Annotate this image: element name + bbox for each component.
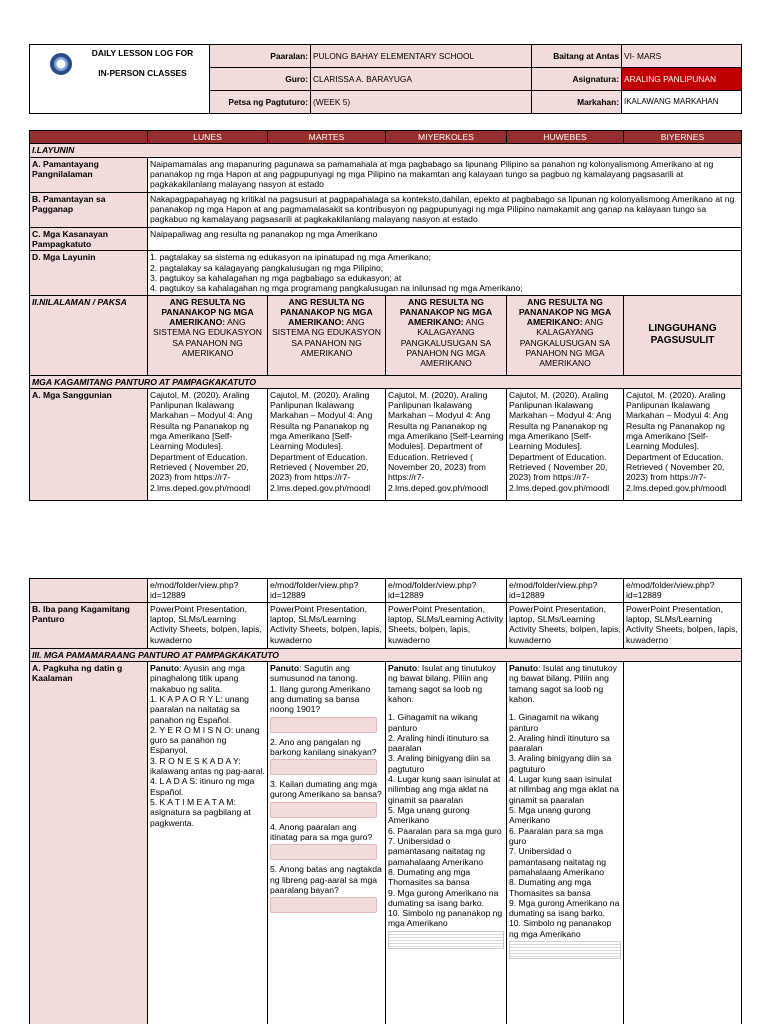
list-item: 10. Simbolo ng pananakop ng mga Amerikano [388, 908, 503, 929]
sanggunian-cont-biyernes: e/mod/folder/view.php?id=12889 [624, 579, 742, 603]
list-item: 1. K A P A O R Y L: unang paaralan na naitatag sa panahon ng Español. [150, 693, 249, 725]
lesson-table-page1 [29, 130, 742, 501]
nilalaman-martes: ANG RESULTA NG PANANAKOP NG MGA AMERIKANO: ANG SISTEMA NG EDUKASYON SA PANAHON NG AMERIKANO [268, 295, 386, 375]
list-item: 2. Ano ang pangalan ng barkong kanilang sinakyan? [270, 736, 377, 757]
day-header-martes: MARTES [268, 131, 386, 144]
layunin-item: 3. pagtukoy sa kahalagahan ng mga pagbabago sa edukasyon; at [150, 272, 402, 283]
layunin-item: 4. pagtukoy sa kahalagahan ng mga programang pangkalusugan na inilunsad ng mga Amerikano; [150, 283, 523, 294]
list-item: 3. Araling binigyang diin sa pagtuturo [388, 753, 491, 774]
list-item: 4. Lugar kung saan isinulat at nilimbag ang mga aklat na ginamit sa paaralan [509, 774, 619, 805]
list-item: 1. Ilang gurong Amerikano ang dumating sa bansa noong 1901? [270, 683, 371, 715]
layunin-item: 2. pagtalakay sa kalagayang pangkalusugan ng mga Pilipino; [150, 262, 384, 273]
list-item: 7. Unibersidad o pamantasang naitatag ng pamahalaang Amerikano [509, 846, 606, 877]
list-item: 6. Paaralan para sa mga guro [388, 825, 502, 836]
answer-box[interactable] [270, 717, 377, 733]
baitang-value: VI- MARS [622, 45, 742, 68]
kagamitan-huwebes: PowerPoint Presentation, laptop, SLMs/Learning Activity Sheets, bolpen, lapis, kuwaderno [507, 602, 624, 648]
nilalaman-miyerkoles: ANG RESULTA NG PANANAKOP NG MGA AMERIKANO: ANG KALAGAYANG PANGKALUSUGAN SA PANAHON NG MGA AMERIKANO [386, 295, 507, 375]
header-title-line2: IN-PERSON CLASSES [98, 68, 187, 79]
asignatura-label: Asignatura: [532, 68, 622, 91]
markahan-label: Markahan: [532, 91, 622, 114]
nilalaman-biyernes: LINGGUHANG PAGSUSULIT [624, 295, 742, 375]
lesson-table-page2 [29, 578, 742, 1024]
list-item: 8. Dumating ang mga Thomasites sa bansa [509, 877, 592, 898]
sanggunian-cont-huwebes: e/mod/folder/view.php?id=12889 [507, 579, 624, 603]
answer-box[interactable] [270, 759, 377, 775]
nilalaman-label: II.NILALAMAN / PAKSA [30, 295, 148, 375]
list-item: 2. Araling hindi itinuturo sa paaralan [509, 732, 610, 754]
nilalaman-huwebes: ANG RESULTA NG PANANAKOP NG MGA AMERIKANO: ANG KALAGAYANG PANGKALUSUGAN SA PANAHON NG MGA AMERIKANO [507, 295, 624, 375]
list-item: 1. Ginagamit na wikang panturo [509, 712, 599, 733]
header-title-cell [30, 45, 210, 114]
kasanayan-text: Naipapaliwag ang resulta ng pananakop ng mga Amerikano [148, 227, 742, 251]
header-table [29, 44, 742, 114]
pamamaraan-huwebes: Panuto: Isulat ang tinutukoy ng bawat bilang. Piliin ang tamang sagot sa loob ng kahon. 1. Ginagamit na wikang panturo 2. Araling hindi itinuturo sa paaralan 3. Araling binigyang diin sa pagtuturo 4. Lugar kung saan isinulat at nilimbag ang mga aklat na ginamit sa paaralan 5. Mga unang gurong Amerikano 6. Paaralan para sa mga guro 7. Unibersidad o pamantasang naitatag ng pamahalaang Amerikano 8. Dumating ang mga Thomasites sa bansa 9. Mga gurong Amerikano na dumating sa isang barko. 10. Simbolo ng pananakop ng mga Amerikano [507, 661, 624, 1024]
kagamitan-martes: PowerPoint Presentation, laptop, SLMs/Learning Activity Sheets, bolpen, lapis, kuwaderno [268, 602, 386, 648]
petsa-value: (WEEK 5) [311, 91, 532, 114]
list-item: 10. Simbolo ng pananakop ng mga Amerikano [509, 918, 612, 939]
deped-seal-icon [50, 53, 72, 75]
list-item: 6. Paaralan para sa mga guro [509, 825, 604, 846]
list-item: 3. R O N E S K A D A Y: ikalawang antas ng pag-aaral. [150, 755, 265, 777]
list-item: 2. Araling hindi itinuturo sa paaralan [388, 732, 489, 754]
baitang-label: Baitang at Antas [532, 45, 622, 68]
sanggunian-huwebes: Cajutol, M. (2020). Araling Panlipunan Ikalawang Markahan – Modyul 4: Ang Resulta ng Pananakop ng mga Amerikano [Self-Learning Modules]. Department of Education. Retrieved ( November 20, 2023) from https://r7-2.lms.deped.gov.ph/moodl [507, 388, 624, 500]
list-item: 9. Mga gurong Amerikano na dumating sa isang barko. [509, 897, 620, 919]
pamantayang-pangnilalaman-label: A. Pamantayang Pangnilalaman [30, 157, 148, 192]
list-item: 4. Anong paaralan ang itinatag para sa mga guro? [270, 821, 373, 843]
section-layunin: I.LAYUNIN [30, 144, 742, 157]
pamamaraan-biyernes [624, 661, 742, 1024]
paaralan-label: Paaralan: [210, 45, 311, 68]
list-item: 4. L A D A S: itinuro ng mga Español. [150, 776, 255, 797]
paaralan-value: PULONG BAHAY ELEMENTARY SCHOOL [311, 45, 532, 68]
list-item: 4. Lugar kung saan isinulat at nilimbag ang mga aklat na ginamit sa paaralan [388, 774, 501, 805]
layunin-label: D. Mga Layunin [30, 251, 148, 295]
sanggunian-biyernes: Cajutol, M. (2020). Araling Panlipunan Ikalawang Markahan – Modyul 4: Ang Resulta ng Pananakop ng mga Amerikano [Self-Learning Modules]. Department of Education. Retrieved ( November 20, 2023) from https://r7-2.lms.deped.gov.ph/moodl [624, 388, 742, 500]
sanggunian-label: A. Mga Sanggunian [30, 388, 148, 500]
guro-value: CLARISSA A. BARAYUGA [311, 68, 532, 91]
sanggunian-cont-miyerkoles: e/mod/folder/view.php?id=12889 [386, 579, 507, 603]
kagamitan-biyernes: PowerPoint Presentation, laptop, SLMs/Learning Activity Sheets, bolpen, lapis, kuwaderno [624, 602, 742, 648]
header-title-line1: DAILY LESSON LOG FOR [91, 48, 194, 58]
sanggunian-miyerkoles: Cajutol, M. (2020). Araling Panlipunan Ikalawang Markahan – Modyul 4: Ang Resulta ng Pananakop ng mga Amerikano [Self-Learning Modules]. Department of Education. Retrieved ( November 20, 2023) from https://r7-2.lms.deped.gov.ph/moodl [386, 388, 507, 500]
sanggunian-martes: Cajutol, M. (2020). Araling Panlipunan Ikalawang Markahan – Modyul 4: Ang Resulta ng Pananakop ng mga Amerikano [Self-Learning Modules]. Department of Education. Retrieved ( November 20, 2023) from https://r7-2.lms.deped.gov.ph/moodl [268, 388, 386, 500]
list-item: 9. Mga gurong Amerikano na dumating sa isang barko. [388, 887, 499, 908]
pamantayan-pagganap-text: Nakapagpapahayag ng kritikal na pagsusuri at pagpapahalaga sa konteksto,dahilan, epekto at pagbabago sa lipunan ng kolonyalismong Amerikano at ng pananakop ng mga Hapon at ang pagmamalasakit sa kontribusyon ng pagpupunyagi ng mga Pilipino namakamit ang ganap na kalayaan tungo sa pagkabuo ng kamalayang pagsasarili at pagkakakilanlang malayang nasyon at estado [148, 192, 742, 227]
pamamaraan-lunes: Panuto: Ayusin ang mga pinaghalong titik upang makabuo ng salita. 1. K A P A O R Y L: unang paaralan na naitatag sa panahon ng Español. 2. Y E R O M I S N O: unang guro sa panahon ng Espanyol. 3. R O N E S K A D A Y: ikalawang antas ng pag-aaral. 4. L A D A S: itinuro ng mga Español. 5. K A T I M E A T A M: asignatura sa pagbilang at pagkwenta. [148, 661, 268, 1024]
list-item: 5. Mga unang gurong Amerikano [509, 805, 591, 826]
nilalaman-lunes: ANG RESULTA NG PANANAKOP NG MGA AMERIKANO: ANG SISTEMA NG EDUKASYON SA PANAHON NG AMERIKANO [148, 295, 268, 375]
guro-label: Guro: [210, 68, 311, 91]
kasanayan-label: C. Mga Kasanayan Pampagkatuto [30, 227, 148, 251]
kagamitan-miyerkoles: PowerPoint Presentation, laptop, SLMs/Learning Activity Sheets, bolpen, lapis, kuwaderno [386, 602, 507, 648]
day-header-biyernes: BIYERNES [624, 131, 742, 144]
answer-box[interactable] [270, 844, 377, 860]
list-item: 3. Araling binigyang diin sa pagtuturo [509, 753, 612, 774]
iba-pang-kagamitan-label: B. Iba pang Kagamitang Panturo [30, 602, 148, 648]
list-item: 5. Anong batas ang nagtakda ng libreng pag-aaral sa mga paaralang bayan? [270, 864, 382, 895]
day-header-miyerkoles: MIYERKOLES [386, 131, 507, 144]
answer-box[interactable] [270, 897, 377, 913]
kagamitan-lunes: PowerPoint Presentation, laptop, SLMs/Learning Activity Sheets, bolpen, lapis, kuwaderno [148, 602, 268, 648]
sanggunian-cont-lunes: e/mod/folder/view.php?id=12889 [148, 579, 268, 603]
list-item: 3. Kailan dumating ang mga gurong Amerikano sa bansa? [270, 779, 382, 800]
list-item: 8. Dumating ang mga Thomasites sa bansa [388, 866, 471, 888]
list-item: 2. Y E R O M I S N O: unang guro sa panahon ng Espanyol. [150, 724, 260, 756]
pamantayan-pagganap-label: B. Pamantayan sa Pagganap [30, 192, 148, 227]
layunin-list [148, 251, 742, 295]
day-header-huwebes: HUWEBES [507, 131, 624, 144]
day-header-lunes: LUNES [148, 131, 268, 144]
answer-choices-image [388, 931, 504, 949]
sanggunian-cont-martes: e/mod/folder/view.php?id=12889 [268, 579, 386, 603]
list-item: 5. K A T I M E A T A M: asignatura sa pagbilang at pagkwenta. [150, 797, 251, 828]
section-kagamitan: MGA KAGAMITANG PANTURO AT PAMPAGKAKATUTO [30, 375, 742, 388]
list-item: 5. Mga unang gurong Amerikano [388, 805, 470, 826]
section-pamamaraan: III. MGA PAMAMARAANG PANTURO AT PAMPAGKAKATUTO [30, 648, 742, 661]
pamamaraan-miyerkoles: Panuto: Isulat ang tinutukoy ng bawat bilang. Piliin ang tamang sagot sa loob ng kahon. 1. Ginagamit na wikang panturo 2. Araling hindi itinuturo sa paaralan 3. Araling binigyang diin sa pagtuturo 4. Lugar kung saan isinulat at nilimbag ang mga aklat na ginamit sa paaralan 5. Mga unang gurong Amerikano 6. Paaralan para sa mga guro 7. Unibersidad o pamantasang naitatag ng pamahalaang Amerikano 8. Dumating ang mga Thomasites sa bansa 9. Mga gurong Amerikano na dumating sa isang barko. 10. Simbolo ng pananakop ng mga Amerikano [386, 661, 507, 1024]
answer-choices-image [509, 941, 621, 959]
pamantayang-pangnilalaman-text: Naipamamalas ang mapanuring pagunawa sa pamamahala at mga pagbabago sa lipunang Pilipino sa panahon ng kolonyalismong Amerikano at ng pananakop ng mga Hapon at ang pagpupunyagi ng mga Pilipino na makamtan ang kalayaan tungo sa pagbuo ng kamalayang pagsasarili at pagkakakilanlang malayang nasyon at estado [148, 157, 742, 192]
day-header-row [30, 131, 742, 144]
pagkuha-kaalaman-label: A. Pagkuha ng datin g Kaalaman [30, 661, 148, 1024]
sanggunian-lunes: Cajutol, M. (2020). Araling Panlipunan Ikalawang Markahan – Modyul 4: Ang Resulta ng Pananakop ng mga Amerikano [Self-Learning Modules]. Department of Education. Retrieved ( November 20, 2023) from https://r7-2.lms.deped.gov.ph/moodl [148, 388, 268, 500]
layunin-item: 1. pagtalakay sa sistema ng edukasyon na ipinatupad ng mga Amerikano; [150, 252, 431, 263]
list-item: 7. Unibersidad o pamantasang naitatag ng pamahalaang Amerikano [388, 835, 485, 867]
pamamaraan-martes: Panuto: Sagutin ang sumusunod na tanong. 1. Ilang gurong Amerikano ang dumating sa bansa noong 1901? 2. Ano ang pangalan ng barkong kanilang sinakyan? 3. Kailan dumating ang mga gurong Amerikano sa bansa? 4. Anong paaralan ang itinatag para sa mga guro? 5. Anong batas ang nagtakda ng libreng pag-aaral sa mga paaralang bayan? [268, 661, 386, 1024]
list-item: 1. Ginagamit na wikang panturo [388, 712, 478, 733]
markahan-value: IKALAWANG MARKAHAN [622, 91, 742, 114]
asignatura-value: ARALING PANLIPUNAN [622, 68, 742, 91]
answer-box[interactable] [270, 802, 377, 818]
petsa-label: Petsa ng Pagtuturo: [210, 91, 311, 114]
